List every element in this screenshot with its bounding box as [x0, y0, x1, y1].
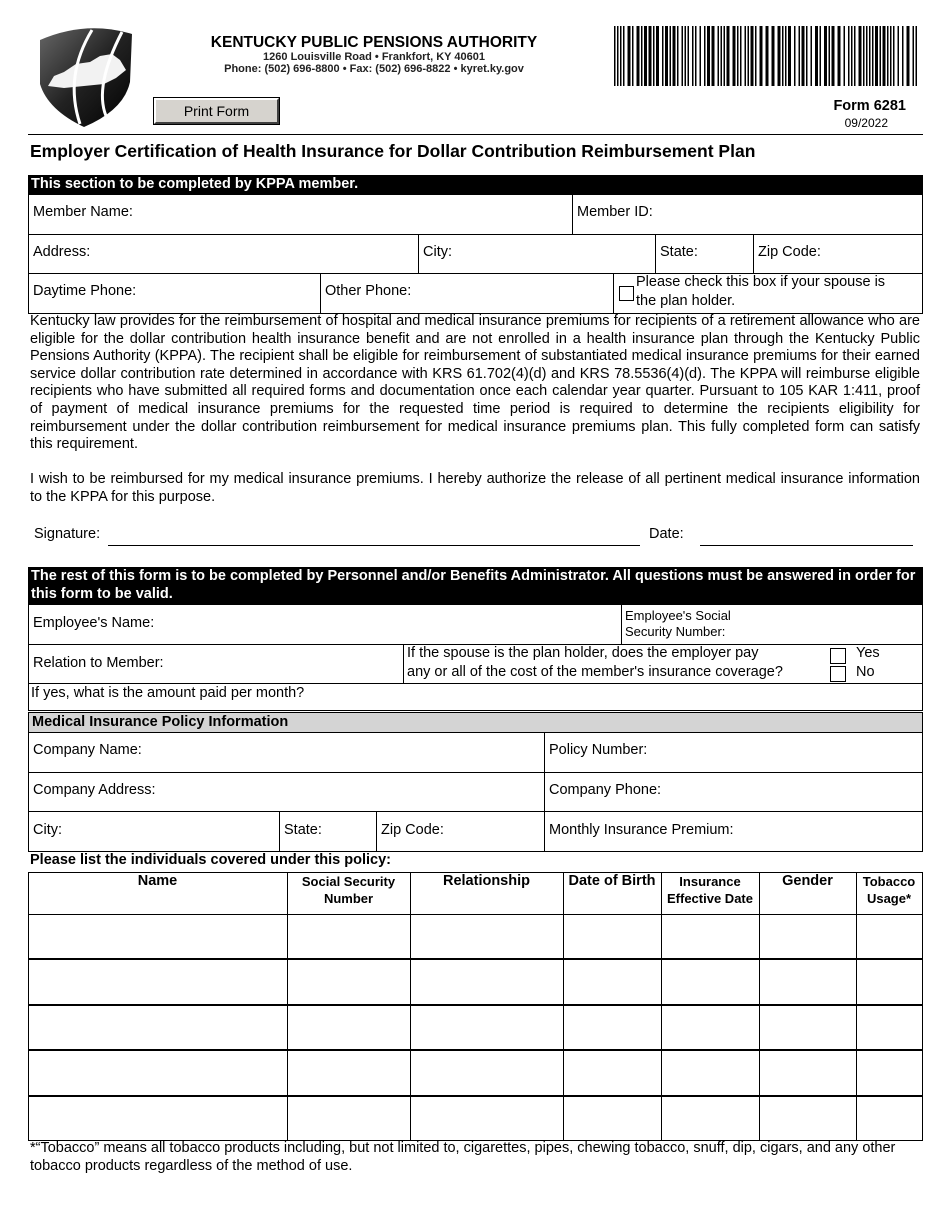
- barcode-bar: [704, 26, 706, 86]
- barcode-bar: [707, 26, 710, 86]
- member-name-field[interactable]: Member Name:: [33, 204, 133, 220]
- column-header-gender: Gender: [782, 873, 833, 889]
- employee-ssn-label-1: Employee's Social: [625, 608, 731, 623]
- barcode-bar: [737, 26, 739, 86]
- spouse-check-label-2: the plan holder.: [636, 293, 736, 309]
- table-cell-tobacco[interactable]: [858, 1007, 920, 1047]
- barcode-bar: [838, 26, 841, 86]
- table-grid-line: [28, 914, 923, 915]
- barcode-bar: [788, 26, 791, 86]
- barcode-bar: [721, 26, 723, 86]
- grid-line: [621, 604, 622, 644]
- spouse-check-label-1: Please check this box if your spouse is: [636, 274, 886, 290]
- barcode-bar: [811, 26, 813, 86]
- grid-line: [418, 234, 419, 273]
- barcode-bar: [733, 26, 736, 86]
- grid-line: [28, 732, 29, 852]
- header-rule: [28, 134, 923, 135]
- table-cell-effective-date[interactable]: [663, 961, 757, 1002]
- table-cell-date-of-birth[interactable]: [565, 961, 659, 1002]
- table-grid-line: [856, 872, 857, 1141]
- barcode-bar: [751, 26, 754, 86]
- table-cell-relationship[interactable]: [412, 1052, 561, 1093]
- policy-section-heading: Medical Insurance Policy Information: [28, 712, 923, 733]
- barcode-bar: [760, 26, 763, 86]
- table-cell-effective-date[interactable]: [663, 1098, 757, 1138]
- table-grid-line: [661, 872, 662, 1141]
- barcode-bar: [772, 26, 775, 86]
- relation-field[interactable]: Relation to Member:: [33, 655, 164, 671]
- barcode-bar: [820, 26, 822, 86]
- authorization-paragraph: I wish to be reimbursed for my medical insurance premiums. I hereby authorize the release of all pertinent medical insurance information to the KPPA for this purpose.: [30, 471, 920, 505]
- grid-line: [922, 732, 923, 852]
- barcode-bar: [620, 26, 622, 86]
- barcode-bar: [653, 26, 655, 86]
- table-grid-line: [410, 872, 411, 1141]
- yes-label: Yes: [856, 645, 880, 661]
- table-grid-line: [563, 872, 564, 1141]
- barcode-bar: [859, 26, 862, 86]
- barcode-bar: [893, 26, 895, 86]
- barcode-bar: [665, 26, 668, 86]
- barcode-bar: [727, 26, 730, 86]
- amount-paid-field[interactable]: If yes, what is the amount paid per month?: [31, 685, 305, 701]
- grid-line: [28, 710, 923, 711]
- barcode-bar: [890, 26, 892, 86]
- barcode-bar: [718, 26, 720, 86]
- table-cell-name[interactable]: [30, 1007, 285, 1047]
- barcode-bar: [844, 26, 846, 86]
- barcode-bar: [854, 26, 856, 86]
- barcode-bar: [851, 26, 853, 86]
- barcode-bar: [799, 26, 801, 86]
- barcode-bar: [802, 26, 805, 86]
- table-cell-relationship[interactable]: [412, 917, 561, 956]
- print-form-button[interactable]: Print Form: [154, 98, 279, 124]
- table-cell-relationship[interactable]: [412, 1098, 561, 1138]
- state-field[interactable]: State:: [660, 244, 698, 260]
- barcode-bar: [782, 26, 784, 86]
- barcode-bar: [913, 26, 915, 86]
- grid-line: [572, 194, 573, 234]
- zip-field[interactable]: Zip Code:: [758, 244, 821, 260]
- table-grid-line: [28, 872, 29, 1141]
- barcode-bar: [848, 26, 850, 86]
- other-phone-field[interactable]: Other Phone:: [325, 283, 412, 299]
- barcode-bar: [682, 26, 684, 86]
- daytime-phone-field[interactable]: Daytime Phone:: [33, 283, 137, 299]
- barcode-bar: [898, 26, 900, 86]
- barcode-bar: [794, 26, 796, 86]
- address-field[interactable]: Address:: [33, 244, 91, 260]
- policy-zip-field[interactable]: Zip Code:: [381, 822, 444, 838]
- signature-label: Signature:: [34, 526, 101, 542]
- barcode-bar: [685, 26, 687, 86]
- table-grid-line: [28, 958, 923, 960]
- barcode-bar: [815, 26, 818, 86]
- barcode-bar: [748, 26, 750, 86]
- barcode-bar: [623, 26, 625, 86]
- barcode-bar: [824, 26, 827, 86]
- barcode-bar: [875, 26, 878, 86]
- spouse-plan-holder-checkbox[interactable]: [619, 286, 634, 301]
- column-header-effective-date: Insurance Effective Date: [667, 874, 753, 906]
- law-paragraph: Kentucky law provides for the reimbursement of hospital and medical insurance premiums for recipients of a retirement allowance who are eligible for the dollar contribution health insurance benefit and are not enrolled in a health insurance plan through the Kentucky Public Pensions Authority (KPPA). The recipient shall be eligible for reimbursement of substantiated medical insurance premiums for their earned service dollar contribution rate determined in accordance with KRS 61.702(4)(d) and KRS 78.5536(4)(d). The KPPA will reimburse eligible recipients who have submitted all required forms and documentation once each calendar year quarter. Pursuant to 105 KAR 1:411, proof of payment of medical insurance premiums for the requested time period is required to determine the recipients eligibility for reimbursement under the dollar contribution reimbursement for medical insurance premiums plan. This fully completed form can satisfy this requirement.: [30, 313, 920, 453]
- barcode-bar: [695, 26, 697, 86]
- grid-line: [28, 811, 923, 812]
- barcode-bar: [692, 26, 694, 86]
- barcode-bar: [637, 26, 640, 86]
- covered-list-heading: Please list the individuals covered under this policy:: [30, 852, 391, 868]
- grid-line: [28, 194, 29, 314]
- table-grid-line: [28, 1095, 923, 1097]
- table-cell-name[interactable]: [30, 1098, 285, 1138]
- barcode-bar: [617, 26, 619, 86]
- table-grid-line: [759, 872, 760, 1141]
- company-phone-field[interactable]: Company Phone:: [549, 782, 662, 798]
- table-cell-effective-date[interactable]: [663, 1007, 757, 1047]
- grid-line: [28, 604, 29, 711]
- grid-line: [28, 683, 923, 684]
- city-field[interactable]: City:: [423, 244, 452, 260]
- table-grid-line: [922, 872, 923, 1141]
- table-cell-effective-date[interactable]: [663, 917, 757, 956]
- column-header-tobacco: Tobacco Usage*: [862, 874, 916, 906]
- table-cell-relationship[interactable]: [412, 961, 561, 1002]
- date-label: Date:: [649, 526, 684, 542]
- monthly-premium-field[interactable]: Monthly Insurance Premium:: [549, 822, 734, 838]
- org-contact: Phone: (502) 696-8800 • Fax: (502) 696-8822 • kyret.ky.gov: [224, 63, 524, 75]
- barcode-bar: [712, 26, 715, 86]
- barcode-bar: [778, 26, 781, 86]
- table-cell-tobacco[interactable]: [858, 917, 920, 956]
- grid-line: [544, 732, 545, 852]
- table-cell-gender[interactable]: [761, 961, 854, 1002]
- table-grid-line: [287, 872, 288, 1141]
- barcode-bar: [883, 26, 886, 86]
- grid-line: [376, 811, 377, 851]
- barcode-bar: [866, 26, 868, 86]
- grid-line: [613, 273, 614, 313]
- table-cell-name[interactable]: [30, 961, 285, 1002]
- table-cell-date-of-birth[interactable]: [565, 917, 659, 956]
- page-title: Employer Certification of Health Insurance for Dollar Contribution Reimbursement Plan: [30, 141, 756, 161]
- barcode-bar: [916, 26, 918, 86]
- column-header-ssn: Social Security Number: [301, 874, 396, 906]
- no-checkbox[interactable]: [830, 666, 846, 682]
- barcode-bar: [869, 26, 871, 86]
- table-cell-date-of-birth[interactable]: [565, 1007, 659, 1047]
- grid-line: [753, 234, 754, 273]
- spouse-question-1: If the spouse is the plan holder, does the employer pay: [407, 645, 759, 661]
- barcode-bar: [641, 26, 643, 86]
- barcode-bar: [670, 26, 672, 86]
- barcode-bar: [863, 26, 865, 86]
- grid-line: [320, 273, 321, 313]
- column-header-relationship: Relationship: [442, 873, 530, 889]
- grid-line: [922, 604, 923, 711]
- table-cell-ssn[interactable]: [289, 1007, 408, 1047]
- table-cell-gender[interactable]: [761, 1007, 854, 1047]
- org-address: 1260 Louisville Road • Frankfort, KY 40601: [263, 51, 485, 63]
- table-grid-line: [28, 1049, 923, 1051]
- grid-line: [28, 234, 923, 235]
- table-cell-ssn[interactable]: [289, 917, 408, 956]
- barcode-bar: [907, 26, 910, 86]
- grid-line: [655, 234, 656, 273]
- barcode-bar: [614, 26, 616, 86]
- table-cell-ssn[interactable]: [289, 1098, 408, 1138]
- signature-line[interactable]: [108, 545, 640, 546]
- table-cell-tobacco[interactable]: [858, 1052, 920, 1093]
- barcode-bar: [755, 26, 757, 86]
- barcode-bar: [902, 26, 904, 86]
- column-header-date-of-birth: Date of Birth: [568, 873, 656, 889]
- barcode-bar: [829, 26, 831, 86]
- barcode-bar: [632, 26, 634, 86]
- employer-section-heading: The rest of this form is to be completed by Personnel and/or Benefits Administrator. All questions must be answered in order for this form to be valid.: [28, 567, 923, 605]
- barcode-bar: [887, 26, 889, 86]
- org-name: KENTUCKY PUBLIC PENSIONS AUTHORITY: [210, 34, 538, 51]
- barcode-bar: [872, 26, 874, 86]
- barcode-bar: [628, 26, 631, 86]
- grid-line: [922, 194, 923, 314]
- barcode-bar: [677, 26, 679, 86]
- barcode-bar: [766, 26, 769, 86]
- employee-name-field[interactable]: Employee's Name:: [33, 615, 155, 631]
- barcode-bar: [644, 26, 647, 86]
- barcode-bar: [724, 26, 726, 86]
- table-cell-date-of-birth[interactable]: [565, 1098, 659, 1138]
- table-cell-gender[interactable]: [761, 1098, 854, 1138]
- table-cell-ssn[interactable]: [289, 961, 408, 1002]
- date-line[interactable]: [700, 545, 913, 546]
- policy-state-field[interactable]: State:: [284, 822, 322, 838]
- table-cell-gender[interactable]: [761, 1052, 854, 1093]
- barcode: [612, 26, 924, 86]
- table-cell-effective-date[interactable]: [663, 1052, 757, 1093]
- barcode-bar: [745, 26, 747, 86]
- table-cell-gender[interactable]: [761, 917, 854, 956]
- spouse-question-2: any or all of the cost of the member's insurance coverage?: [407, 664, 783, 680]
- form-number: Form 6281: [833, 98, 906, 114]
- member-id-field[interactable]: Member ID:: [577, 204, 653, 220]
- policy-number-field[interactable]: Policy Number:: [549, 742, 648, 758]
- barcode-bar: [740, 26, 742, 86]
- grid-line: [403, 644, 404, 683]
- grid-line: [279, 811, 280, 851]
- employee-ssn-label-2[interactable]: Security Number:: [625, 624, 726, 639]
- table-cell-tobacco[interactable]: [858, 961, 920, 1002]
- barcode-bar: [700, 26, 702, 86]
- yes-checkbox[interactable]: [830, 648, 846, 664]
- barcode-bar: [832, 26, 835, 86]
- barcode-bar: [662, 26, 664, 86]
- company-name-field[interactable]: Company Name:: [33, 742, 142, 758]
- table-cell-tobacco[interactable]: [858, 1098, 920, 1138]
- barcode-bar: [688, 26, 690, 86]
- column-header-name: Name: [137, 873, 178, 889]
- company-address-field[interactable]: Company Address:: [33, 782, 156, 798]
- table-cell-name[interactable]: [30, 1052, 285, 1093]
- no-label: No: [856, 664, 875, 680]
- barcode-bar: [785, 26, 787, 86]
- table-cell-ssn[interactable]: [289, 1052, 408, 1093]
- form-date: 09/2022: [844, 116, 888, 130]
- policy-city-field[interactable]: City:: [33, 822, 62, 838]
- table-cell-relationship[interactable]: [412, 1007, 561, 1047]
- barcode-bar: [806, 26, 808, 86]
- barcode-bar: [656, 26, 659, 86]
- table-grid-line: [28, 1004, 923, 1006]
- table-cell-name[interactable]: [30, 917, 285, 956]
- barcode-bar: [649, 26, 652, 86]
- kppa-logo: [34, 26, 136, 128]
- tobacco-footnote: *“Tobacco” means all tobacco products including, but not limited to, cigarettes, pipes, chewing tobacco, snuff, dip, cigars, and any other tobacco products regardless of the method of use.: [30, 1140, 896, 1174]
- barcode-bar: [673, 26, 676, 86]
- barcode-bar: [880, 26, 882, 86]
- member-section-heading: This section to be completed by KPPA member.: [28, 175, 923, 195]
- table-cell-date-of-birth[interactable]: [565, 1052, 659, 1093]
- grid-line: [28, 772, 923, 773]
